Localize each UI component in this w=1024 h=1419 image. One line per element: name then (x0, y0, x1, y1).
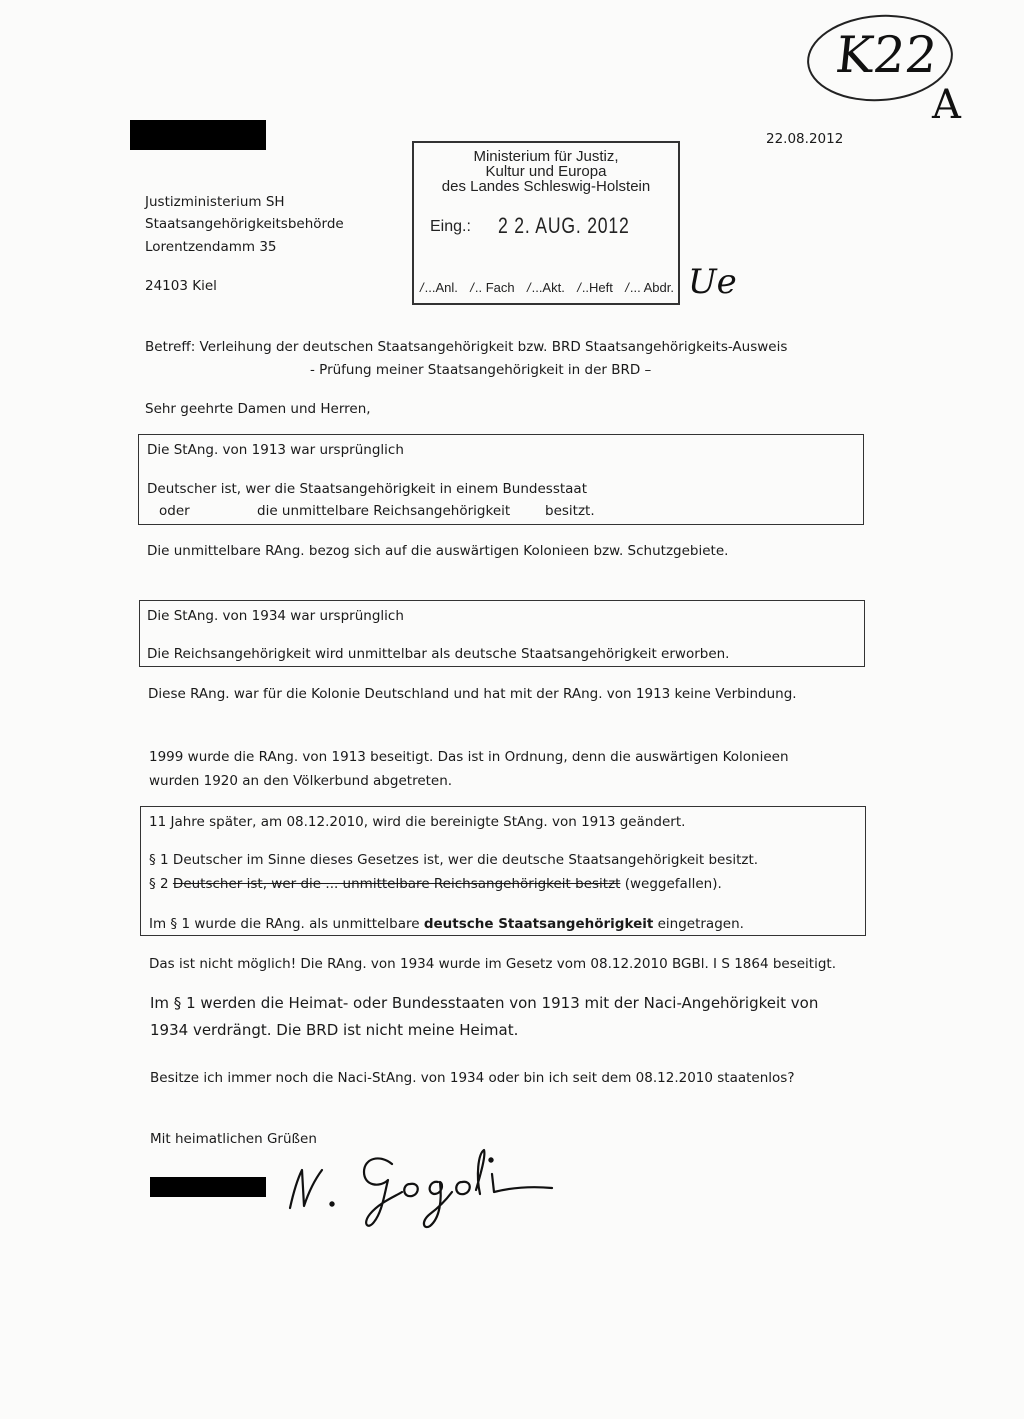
box3-p2-struck: Deutscher ist, wer die ... unmittelbare Reichsangehörigkeit besitzt (172, 876, 621, 892)
stamp-line-2: Kultur und Europa (485, 163, 607, 180)
box3-p3-bold: deutsche Staatsangehörigkeit (423, 916, 654, 932)
paragraph-3-line-2: wurden 1920 an den Völkerbund abgetreten. (149, 773, 453, 789)
closing: Mit heimatlichen Grüßen (150, 1131, 317, 1147)
box3-p3-suffix: eingetragen. (653, 916, 744, 932)
box1-line-2: die unmittelbare Reichsangehörigkeit (257, 503, 511, 519)
box3-paragraph-2 (149, 876, 722, 892)
paragraph-5-line-1: Im § 1 werden die Heimat- oder Bundesstaaten von 1913 mit der Naci-Angehörigkeit von (150, 994, 819, 1012)
stamp-field-fach: / .. Fach (470, 280, 514, 295)
box1-besitzt: besitzt. (545, 503, 595, 519)
recipient-line-2: Staatsangehörigkeitsbehörde (145, 216, 344, 232)
box2-title: Die StAng. von 1934 war ursprünglich (147, 608, 404, 624)
recipient-line-4: 24103 Kiel (145, 278, 217, 294)
recipient-line-1: Justizministerium SH (145, 194, 285, 210)
signer-redaction (150, 1177, 266, 1197)
paragraph-6: Besitze ich immer noch die Naci-StAng. von 1934 oder bin ich seit dem 08.12.2010 staatenlos? (150, 1070, 795, 1086)
box3-paragraph-3 (149, 916, 744, 932)
paragraph-5-line-2: 1934 verdrängt. Die BRD ist nicht meine Heimat. (150, 1021, 519, 1039)
circled-mark-text: K22 (832, 26, 941, 84)
box1-title: Die StAng. von 1913 war ursprünglich (147, 442, 404, 458)
subject-line-2: - Prüfung meiner Staatsangehörigkeit in der BRD – (310, 362, 652, 378)
box3-p3-prefix: Im § 1 wurde die RAng. als unmittelbare (149, 916, 424, 932)
paragraph-4: Das ist nicht möglich! Die RAng. von 1934 wurde im Gesetz vom 08.12.2010 BGBl. I S 1864 beseitigt. (149, 956, 837, 972)
stamp-field-heft: / ..Heft (577, 280, 613, 295)
paragraph-1: Die unmittelbare RAng. bezog sich auf die auswärtigen Kolonieen bzw. Schutzgebiete. (147, 543, 729, 559)
handwritten-signature (280, 1140, 570, 1240)
stamp-field-anl: / ...Anl. (420, 280, 458, 295)
box3-p2-suffix: (weggefallen). (620, 876, 722, 892)
circled-mark-sub: A (932, 82, 961, 128)
stamp-eing-label: Eing.: (430, 218, 471, 235)
stamp-field-abdr: / ... Abdr. (625, 280, 674, 295)
receipt-stamp (412, 141, 680, 305)
stamp-fields (420, 280, 674, 295)
sender-redaction (130, 120, 266, 150)
stamp-line-1: Ministerium für Justiz, (473, 148, 619, 165)
paragraph-2: Diese RAng. war für die Kolonie Deutschland und hat mit der RAng. von 1913 keine Verbindung. (148, 686, 797, 702)
stamp-line-3: des Landes Schleswig-Holstein (441, 178, 651, 195)
box3-paragraph-1: § 1 Deutscher im Sinne dieses Gesetzes ist, wer die deutsche Staatsangehörigkeit besitzt. (149, 852, 759, 868)
box1-line-1: Deutscher ist, wer die Staatsangehörigkeit in einem Bundesstaat (147, 481, 587, 497)
subject-line-1: Betreff: Verleihung der deutschen Staatsangehörigkeit bzw. BRD Staatsangehörigkeits-Ausweis (145, 339, 788, 355)
recipient-line-3: Lorentzendamm 35 (145, 239, 277, 255)
handwritten-initials: Ue (688, 262, 737, 302)
paragraph-3-line-1: 1999 wurde die RAng. von 1913 beseitigt. Das ist in Ordnung, denn die auswärtigen Kolonieen (149, 749, 789, 765)
salutation: Sehr geehrte Damen und Herren, (145, 401, 371, 417)
box3-title: 11 Jahre später, am 08.12.2010, wird die bereinigte StAng. von 1913 geändert. (149, 814, 686, 830)
box3-p2-prefix: § 2 (149, 876, 173, 892)
letter-date: 22.08.2012 (766, 131, 844, 147)
box1-oder: oder (159, 503, 190, 519)
stamp-eing-date: 2 2. AUG. 2012 (498, 213, 630, 238)
stamp-field-akt: / ...Akt. (527, 280, 565, 295)
box2-line-1: Die Reichsangehörigkeit wird unmittelbar als deutsche Staatsangehörigkeit erworben. (147, 646, 730, 662)
